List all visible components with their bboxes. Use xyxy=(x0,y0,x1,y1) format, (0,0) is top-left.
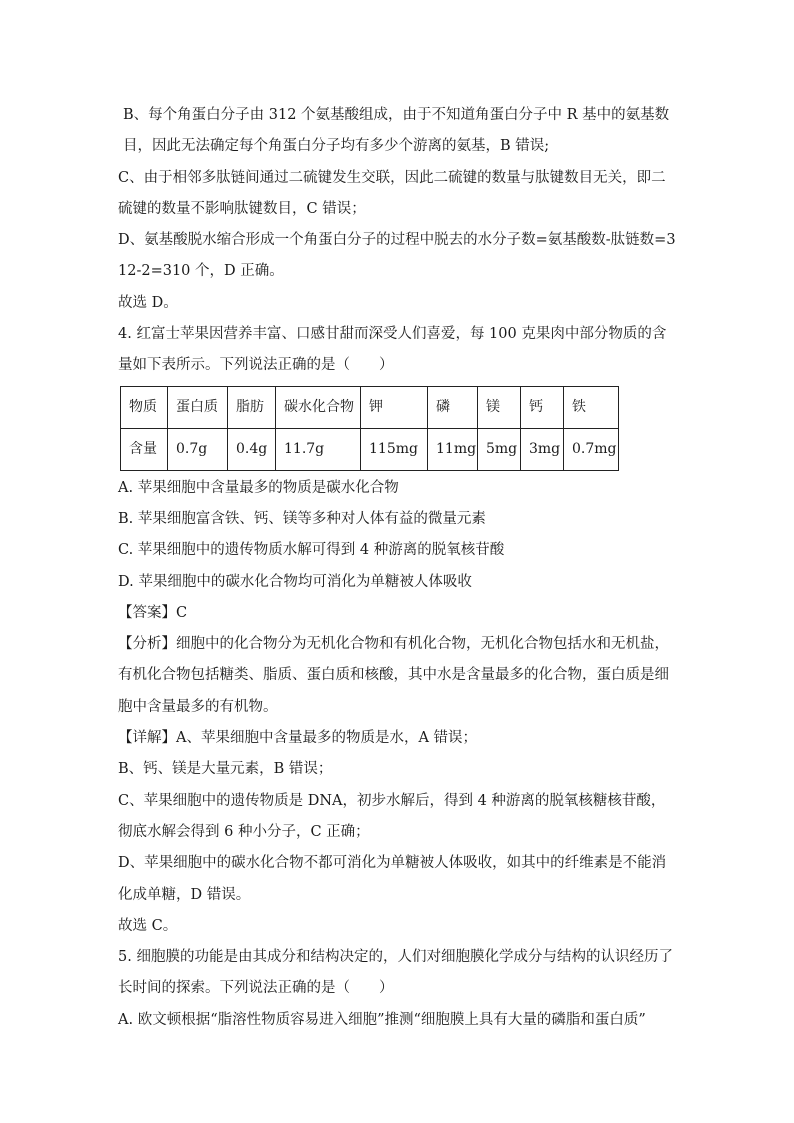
table-cell: 0.7mg xyxy=(564,428,619,470)
table-cell: 115mg xyxy=(361,428,428,470)
question-5-option-a: A. 欧文顿根据“脂溶性物质容易进入细胞”推测“细胞膜上具有大量的磷脂和蛋白质” xyxy=(118,1011,646,1028)
question-4-option-a: A. 苹果细胞中含量最多的物质是碳水化合物 xyxy=(118,479,399,496)
question-4-option-c: C. 苹果细胞中的遗传物质水解可得到 4 种游离的脱氧核苷酸 xyxy=(118,542,505,559)
table-cell: 钙 xyxy=(521,386,564,428)
table-header-row xyxy=(121,386,619,428)
table-cell: 脂肪 xyxy=(228,386,276,428)
table-cell: 物质 xyxy=(121,386,168,428)
answer-line: 【答案】C xyxy=(118,604,188,621)
table-cell: 铁 xyxy=(564,386,619,428)
table-cell: 钾 xyxy=(361,386,428,428)
conclusion-line: 故选 D。 xyxy=(118,294,178,311)
table-cell: 磷 xyxy=(428,386,478,428)
table-cell: 0.4g xyxy=(228,428,276,470)
detail-line: B、钙、镁是大量元素，B 错误； xyxy=(118,761,333,778)
table-cell: 11mg xyxy=(428,428,478,470)
nutrient-table-wrapper xyxy=(120,386,678,471)
table-cell: 蛋白质 xyxy=(168,386,228,428)
conclusion-line: 故选 C。 xyxy=(118,917,178,934)
question-4-option-d: D. 苹果细胞中的碳水化合物均可消化为单糖被人体吸收 xyxy=(118,573,472,590)
table-cell: 11.7g xyxy=(276,428,361,470)
table-cell: 5mg xyxy=(478,428,521,470)
page-content xyxy=(118,100,678,1036)
question-4-option-b: B. 苹果细胞富含铁、钙、镁等多种对人体有益的微量元素 xyxy=(118,510,486,527)
table-cell: 含量 xyxy=(121,428,168,470)
table-row xyxy=(121,428,619,470)
analysis-paragraph: 【分析】细胞中的化合物分为无机化合物和有机化合物，无机化合物包括水和无机盐，有机化合物包括糖类、脂质、蛋白质和核酸，其中水是含量最多的化合物，蛋白质是细胞中含量最多的有机物。 xyxy=(118,636,669,715)
question-4-stem: 4. 红富士苹果因营养丰富、口感甘甜而深受人们喜爱，每 100 克果肉中部分物质的含量如下表所示。下列说法正确的是（ ） xyxy=(118,326,667,374)
nutrient-table xyxy=(120,386,619,471)
table-cell: 碳水化合物 xyxy=(276,386,361,428)
detail-line: D、苹果细胞中的碳水化合物不都可消化为单糖被人体吸收，如其中的纤维素是不能消化成单糖，D 错误。 xyxy=(118,855,667,903)
table-cell: 镁 xyxy=(478,386,521,428)
explanation-b: B、每个角蛋白分子由 312 个氨基酸组成，由于不知道角蛋白分子中 R 基中的氨基数目，因此无法确定每个角蛋白分子均有多少个游离的氨基，B 错误; xyxy=(123,107,670,155)
table-cell: 3mg xyxy=(521,428,564,470)
question-5-stem: 5. 细胞膜的功能是由其成分和结构决定的，人们对细胞膜化学成分与结构的认识经历了长时间的探索。下列说法正确的是（ ） xyxy=(118,949,673,997)
detail-line: 【详解】A、苹果细胞中含量最多的物质是水，A 错误； xyxy=(118,730,478,747)
explanation-d: D、氨基酸脱水缩合形成一个角蛋白分子的过程中脱去的水分子数=氨基酸数-肽链数=312-2=310 个，D 正确。 xyxy=(118,232,676,280)
detail-line: C、苹果细胞中的遗传物质是 DNA，初步水解后，得到 4 种游离的脱氧核糖核苷酸，彻底水解会得到 6 种小分子，C 正确； xyxy=(118,792,666,840)
table-cell: 0.7g xyxy=(168,428,228,470)
explanation-c: C、由于相邻多肽链间通过二硫键发生交联，因此二硫键的数量与肽键数目无关，即二硫键的数量不影响肽键数目，C 错误； xyxy=(118,169,666,217)
